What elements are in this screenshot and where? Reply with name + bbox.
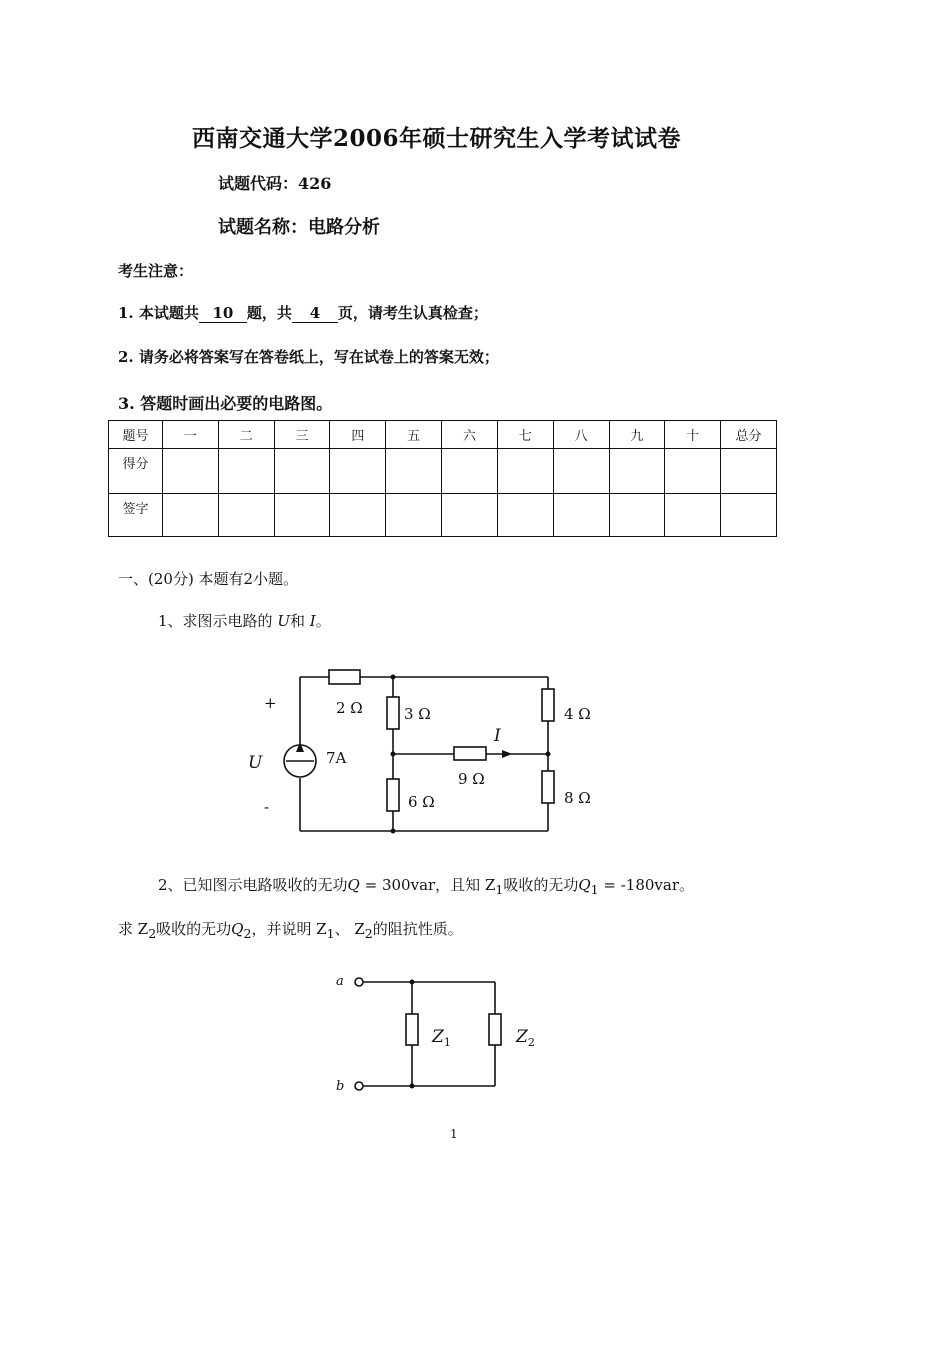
q2-z2-sub: 2 — [148, 926, 157, 941]
q2-line2-a: 求 Z — [118, 920, 149, 938]
resistor-2ohm — [329, 670, 360, 684]
q2-line1-b: = 300var，且知 Z — [359, 876, 496, 894]
voltage-label: U — [248, 753, 263, 773]
z2-label — [515, 1027, 535, 1049]
score-table-header: 十 — [665, 421, 721, 449]
q2-q: Q — [347, 876, 360, 894]
exam-code-value: 426 — [298, 174, 332, 193]
resistor-6ohm — [387, 779, 399, 811]
q1-sub1-and: 和 — [289, 612, 305, 630]
q2-line1-a: 2、已知图示电路吸收的无功 — [158, 876, 348, 894]
impedance-z1 — [406, 1014, 418, 1045]
exam-title: 西南交通大学2006年硕士研究生入学考试试卷 — [192, 125, 682, 152]
score-table-row-label: 题号 — [109, 421, 163, 449]
q2-z1b-sub: 1 — [326, 926, 335, 941]
resistor-4ohm — [542, 689, 554, 721]
minus-sign: - — [264, 798, 270, 816]
q2-q2: Q — [231, 920, 244, 938]
score-table-header: 七 — [497, 421, 553, 449]
q2-z2b-sub: 2 — [364, 926, 373, 941]
z1-label — [431, 1027, 451, 1049]
q1-sub1-prefix: 1、求图示电路的 — [158, 612, 273, 630]
z1-sub: 1 — [443, 1036, 451, 1049]
plus-sign: + — [264, 694, 277, 712]
question-count: 10 — [199, 304, 247, 323]
notice-item-1-mid: 题，共 — [246, 304, 292, 322]
exam-subject-value: 电路分析 — [308, 217, 380, 238]
notice-item-2: 2. 请务必将答案写在答卷纸上，写在试卷上的答案无效； — [118, 348, 499, 366]
score-table-row-label: 签字 — [109, 494, 163, 537]
q2-q1: Q — [578, 876, 591, 894]
r4-label: 9 Ω — [458, 770, 485, 788]
score-table-header: 一 — [163, 421, 219, 449]
node-dot — [410, 1084, 415, 1089]
node-b-label: b — [336, 1079, 345, 1094]
notice-item-1-suffix: 页，请考生认真检查； — [337, 304, 488, 322]
q1-sub1-i: I — [309, 612, 316, 630]
score-table-header: 四 — [330, 421, 386, 449]
q2-line1-d: = -180var。 — [598, 876, 695, 894]
q1-sub1-u: U — [277, 612, 290, 630]
r1-label: 2 Ω — [336, 699, 363, 717]
node-dot — [391, 675, 396, 680]
page-count: 4 — [292, 304, 338, 323]
z1-letter: Z — [432, 1027, 444, 1047]
notice-item-3: 3. 答题时画出必要的电路图。 — [118, 394, 333, 413]
resistor-3ohm — [387, 697, 399, 729]
current-label: I — [494, 726, 501, 746]
current-arrow-icon — [502, 750, 512, 758]
q1-sub1-end: 。 — [315, 612, 331, 630]
score-table-header: 三 — [274, 421, 330, 449]
score-table-header: 五 — [386, 421, 442, 449]
source-arrow-icon — [296, 742, 304, 752]
exam-subject-label: 试题名称： — [218, 217, 308, 238]
resistor-8ohm — [542, 771, 554, 803]
z2-letter: Z — [516, 1027, 528, 1047]
node-dot — [546, 752, 551, 757]
r5-label: 6 Ω — [408, 793, 435, 811]
score-table-header: 九 — [609, 421, 665, 449]
score-table-header: 八 — [553, 421, 609, 449]
q2-line2-e: 的阻抗性质。 — [372, 920, 463, 938]
question-1-sub-2-line-2 — [118, 918, 463, 941]
r2-label: 3 Ω — [404, 705, 431, 723]
q2-line2-c: ，并说明 Z — [251, 920, 327, 938]
notice-item-1-prefix: 1. 本试题共 — [118, 304, 199, 322]
circuit-diagram-2 — [355, 978, 501, 1090]
z2-sub: 2 — [527, 1036, 535, 1049]
node-dot — [410, 980, 415, 985]
node-dot — [391, 752, 396, 757]
page-number: 1 — [450, 1127, 458, 1141]
impedance-z2 — [489, 1014, 501, 1045]
notice-heading: 考生注意： — [118, 262, 194, 280]
q2-q2-sub: 2 — [243, 926, 252, 941]
node-dot — [391, 829, 396, 834]
q2-q1-sub: 1 — [590, 882, 599, 897]
terminal-a — [355, 978, 363, 986]
source-label: 7A — [326, 749, 347, 767]
score-table-row-label: 得分 — [109, 449, 163, 494]
question-1-sub-2-line-1 — [158, 874, 694, 897]
q2-line2-b: 吸收的无功 — [156, 920, 232, 938]
q2-line1-c: 吸收的无功 — [503, 876, 579, 894]
r6-label: 8 Ω — [564, 789, 591, 807]
score-table-header: 二 — [218, 421, 274, 449]
q2-z1-sub: 1 — [495, 882, 504, 897]
r3-label: 4 Ω — [564, 705, 591, 723]
q2-line2-d: 、 Z — [334, 920, 365, 938]
node-a-label: a — [336, 974, 344, 989]
score-table-header: 六 — [442, 421, 498, 449]
exam-code-label: 试题代码： — [218, 174, 299, 193]
resistor-9ohm — [454, 747, 486, 760]
question-1-heading: 一、(20分) 本题有2小题。 — [118, 570, 299, 588]
score-table-header: 总分 — [721, 421, 777, 449]
terminal-b — [355, 1082, 363, 1090]
